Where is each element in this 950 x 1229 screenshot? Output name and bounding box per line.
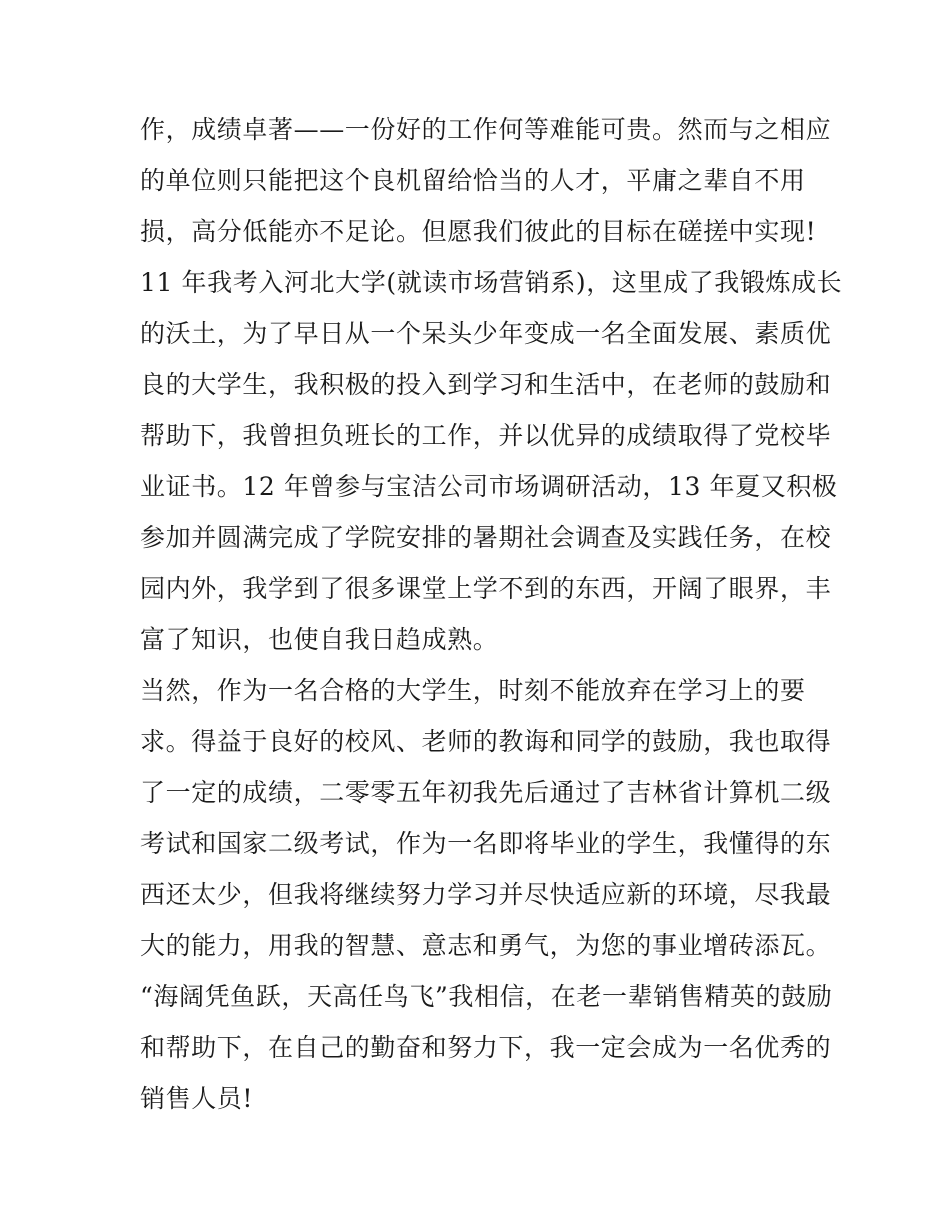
text-line: 业证书。12 年曾参与宝洁公司市场调研活动，13 年夏又积极 [140, 472, 838, 501]
text-line: 当然，作为一名合格的大学生，时刻不能放弃在学习上的要 [140, 676, 806, 705]
text-line: 帮助下，我曾担负班长的工作，并以优异的成绩取得了党校毕 [140, 421, 832, 450]
text-line: 富了知识，也使自我日趋成熟。 [140, 625, 499, 654]
text-line: “海阔凭鱼跃，天高任鸟飞”我相信，在老一辈销售精英的鼓励 [140, 982, 833, 1011]
text-line: 西还太少，但我将继续努力学习并尽快适应新的环境，尽我最 [140, 880, 832, 909]
text-line: 作，成绩卓著——一份好的工作何等难能可贵。然而与之相应 [140, 115, 832, 144]
text-line: 的沃土，为了早日从一个呆头少年变成一名全面发展、素质优 [140, 319, 832, 348]
text-line: 良的大学生，我积极的投入到学习和生活中，在老师的鼓励和 [140, 370, 832, 399]
text-line: 了一定的成绩，二零零五年初我先后通过了吉林省计算机二级 [140, 778, 832, 807]
text-line: 参加并圆满完成了学院安排的暑期社会调查及实践任务，在校 [140, 523, 832, 552]
text-line: 求。得益于良好的校风、老师的教诲和同学的鼓励，我也取得 [140, 727, 832, 756]
text-line: 大的能力，用我的智慧、意志和勇气，为您的事业增砖添瓦。 [140, 931, 832, 960]
text-line: 11 年我考入河北大学(就读市场营销系)，这里成了我锻炼成长 [140, 268, 843, 297]
text-line: 损，高分低能亦不足论。但愿我们彼此的目标在磋搓中实现! [140, 217, 817, 246]
text-line: 园内外，我学到了很多课堂上学不到的东西，开阔了眼界，丰 [140, 574, 832, 603]
text-line: 和帮助下，在自己的勤奋和努力下，我一定会成为一名优秀的 [140, 1033, 832, 1062]
text-line: 销售人员! [140, 1084, 254, 1113]
body-text [140, 104, 843, 1124]
text-line: 考试和国家二级考试，作为一名即将毕业的学生，我懂得的东 [140, 829, 832, 858]
text-line: 的单位则只能把这个良机留给恰当的人才，平庸之辈自不用 [140, 166, 806, 195]
